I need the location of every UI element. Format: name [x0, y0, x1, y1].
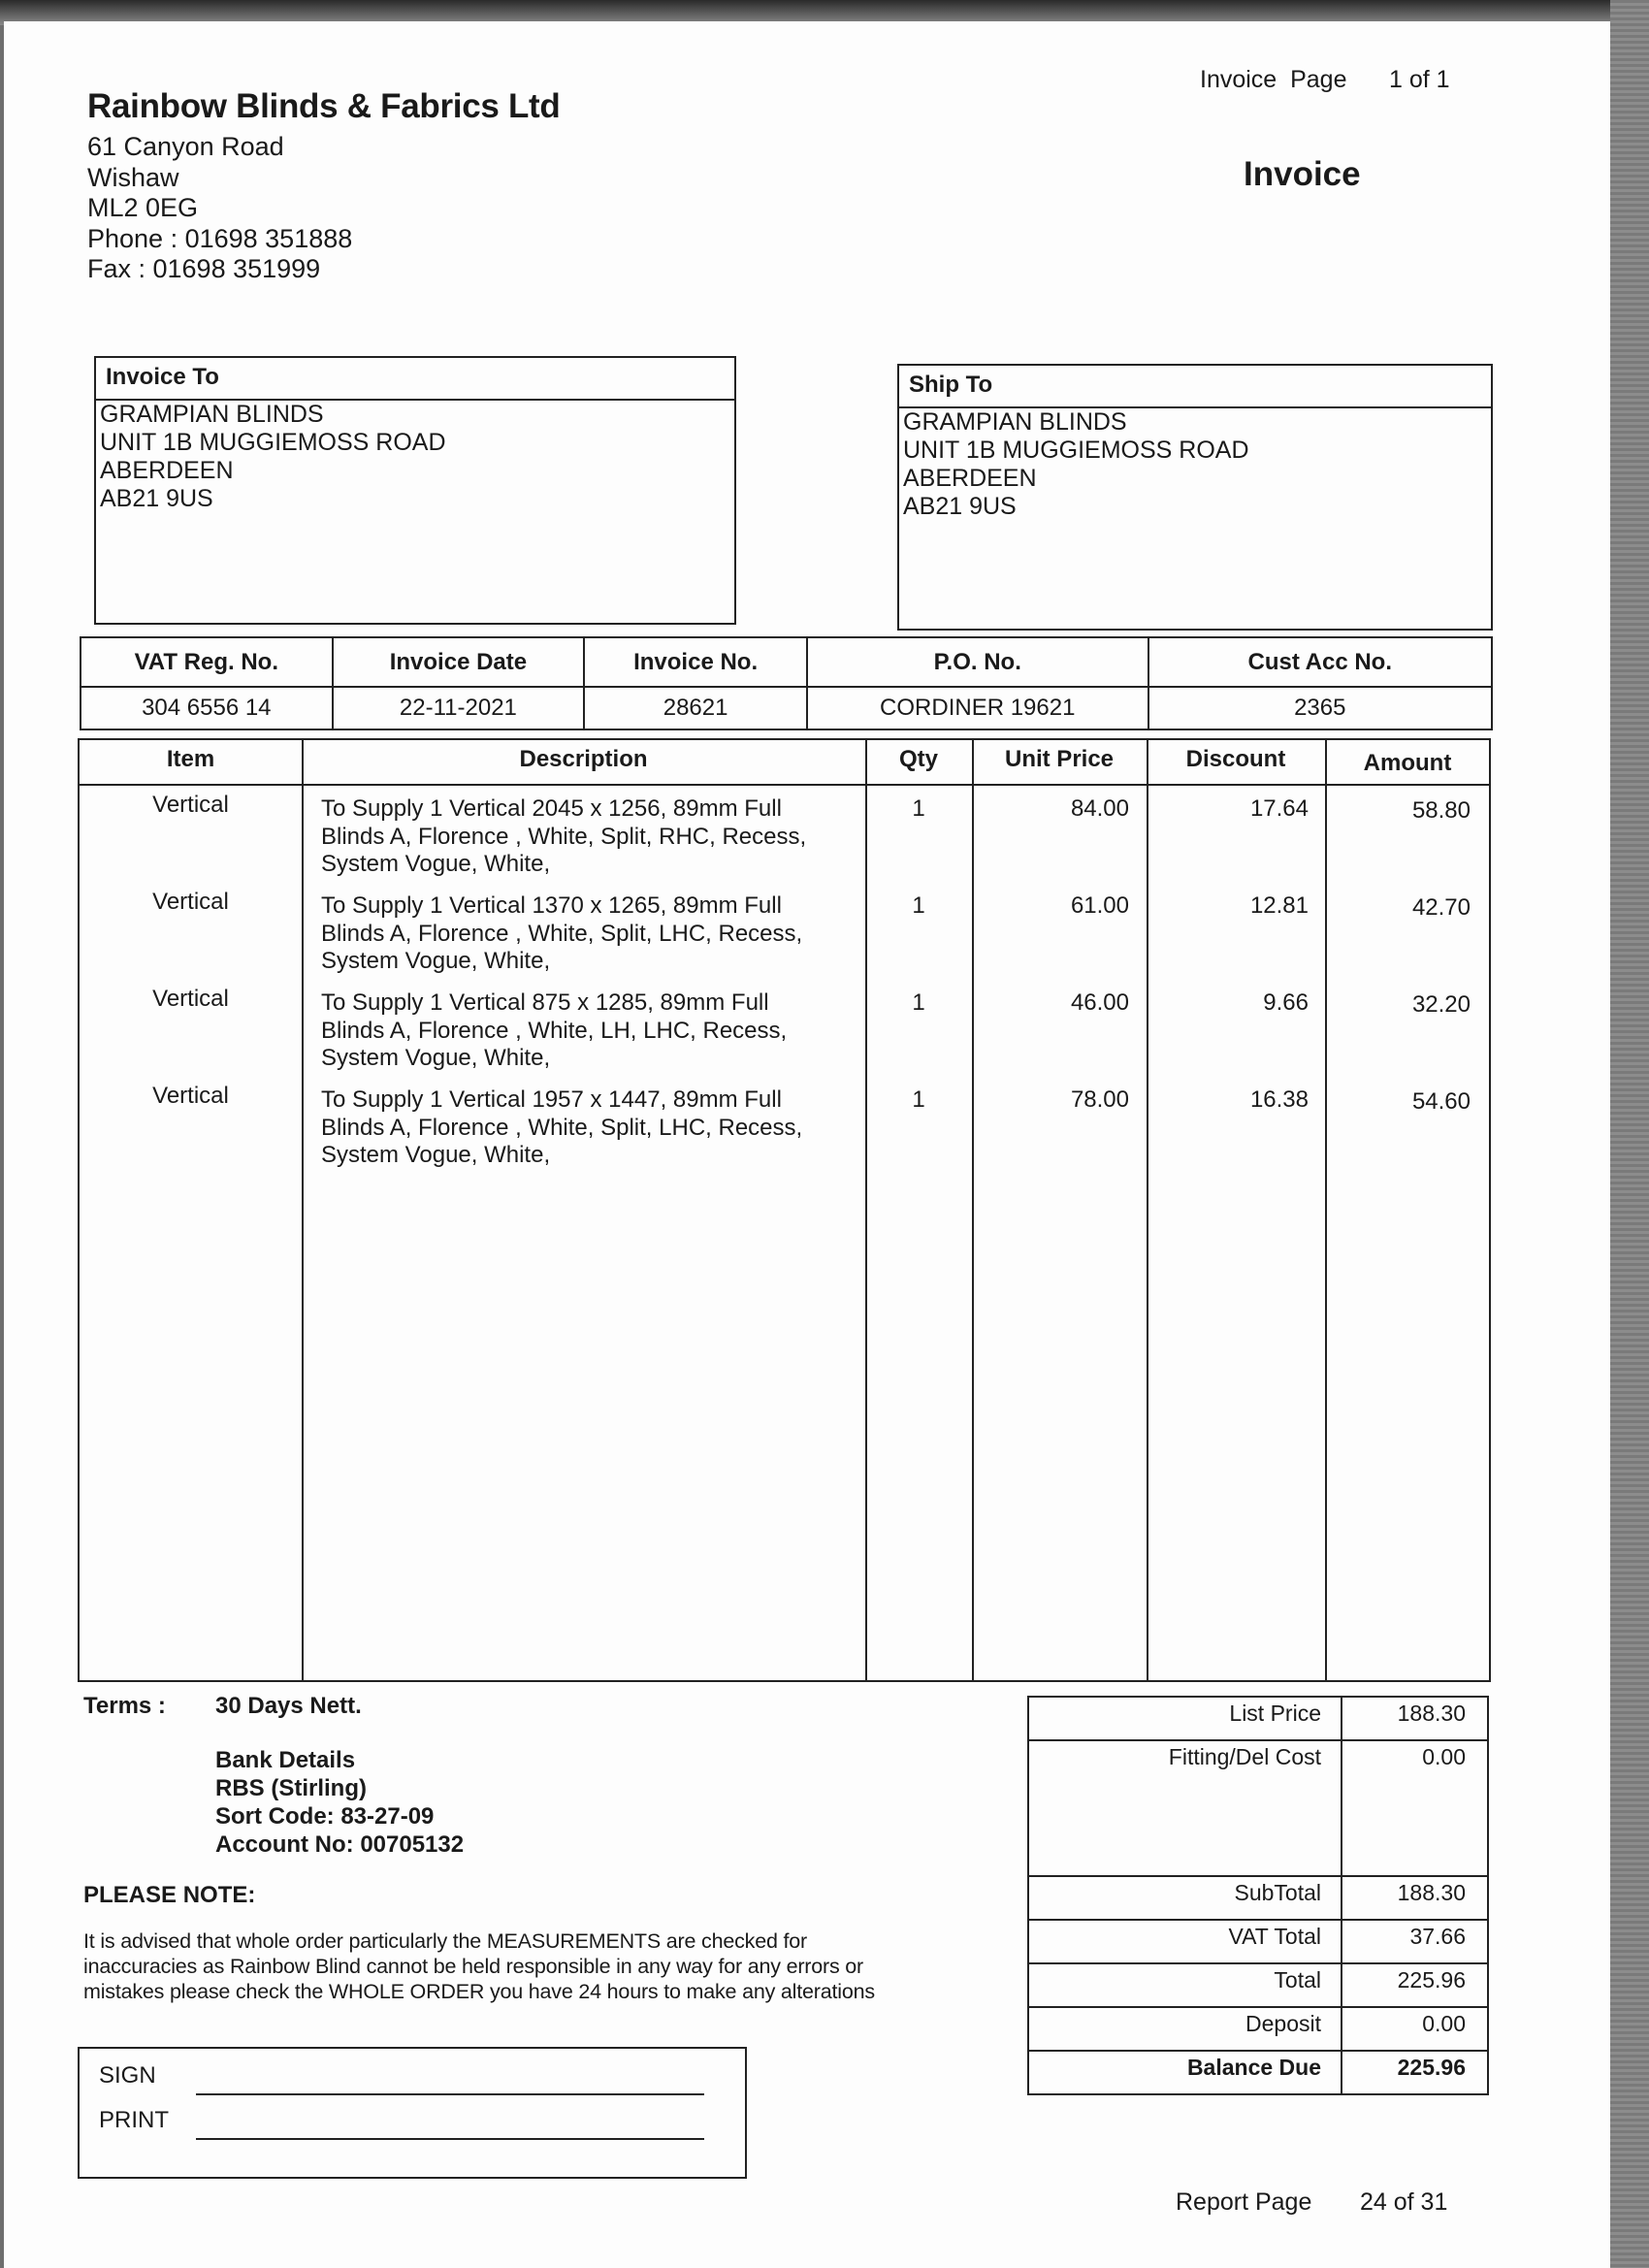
print-line	[196, 2138, 704, 2140]
totals-row	[1028, 2051, 1488, 2094]
subtotal-value: 188.30	[1342, 1876, 1488, 1920]
discount-cell: 9.66	[1263, 989, 1309, 1016]
list-price-value: 188.30	[1342, 1697, 1488, 1740]
qty-cell: 1	[912, 1086, 925, 1113]
company-fax: Fax : 01698 351999	[87, 254, 321, 283]
report-page-label: Report Page	[1176, 2188, 1312, 2216]
table-row	[80, 887, 1489, 984]
description-line: To Supply 1 Vertical 1370 x 1265, 89mm Full	[321, 892, 782, 919]
description-line: System Vogue, White,	[321, 851, 551, 877]
po-no-header: P.O. No.	[807, 637, 1148, 687]
amount-cell: 58.80	[1411, 797, 1471, 824]
ship-to-line: GRAMPIAN BLINDS	[903, 408, 1127, 436]
company-name: Rainbow Blinds & Fabrics Ltd	[87, 87, 561, 125]
document-title: Invoice	[1244, 155, 1361, 193]
invoice-to-heading: Invoice To	[96, 358, 734, 401]
ship-to-line: ABERDEEN	[903, 465, 1037, 492]
invoice-info-table	[80, 636, 1493, 730]
description-line: System Vogue, White,	[321, 1045, 551, 1071]
report-page-value: 24 of 31	[1360, 2188, 1448, 2216]
ship-to-line: UNIT 1B MUGGIEMOSS ROAD	[903, 437, 1249, 464]
description-line: System Vogue, White,	[321, 948, 551, 974]
company-address	[87, 132, 352, 285]
unit-price-cell: 78.00	[1070, 1086, 1129, 1113]
description-header: Description	[519, 746, 648, 772]
sign-label: SIGN	[99, 2062, 156, 2089]
description-line: Blinds A, Florence , White, Split, LHC, Recess,	[321, 1114, 803, 1141]
description-line: To Supply 1 Vertical 1957 x 1447, 89mm Full	[321, 1086, 782, 1113]
totals-row	[1028, 2007, 1488, 2051]
description-line: System Vogue, White,	[321, 1142, 551, 1168]
invoice-page-value: 1 of 1	[1389, 66, 1450, 93]
description-cell	[321, 795, 806, 879]
totals-row	[1028, 1963, 1488, 2007]
sign-line	[196, 2093, 704, 2095]
table-row	[80, 1081, 1489, 1178]
item-cell: Vertical	[152, 792, 229, 818]
fitting-del-cost-label: Fitting/Del Cost	[1028, 1740, 1342, 1876]
bank-details-heading: Bank Details	[215, 1747, 356, 1773]
discount-cell: 17.64	[1249, 795, 1309, 822]
ship-to-address	[899, 408, 1491, 521]
totals-row	[1028, 1920, 1488, 1963]
amount-cell: 42.70	[1411, 894, 1471, 921]
vat-reg-value: 304 6556 14	[81, 687, 333, 729]
totals-row	[1028, 1697, 1488, 1740]
discount-cell: 16.38	[1249, 1086, 1309, 1113]
subtotal-label: SubTotal	[1028, 1876, 1342, 1920]
discount-header: Discount	[1185, 746, 1286, 772]
qty-header: Qty	[898, 746, 938, 772]
note-line: It is advised that whole order particularly the MEASUREMENTS are checked for	[83, 1929, 807, 1953]
header-divider	[80, 784, 1489, 786]
invoice-date-value: 22-11-2021	[333, 687, 585, 729]
bank-name: RBS (Stirling)	[215, 1775, 367, 1801]
qty-cell: 1	[912, 989, 925, 1016]
company-phone: Phone : 01698 351888	[87, 223, 353, 253]
signature-box	[78, 2047, 747, 2179]
vat-total-value: 37.66	[1342, 1920, 1488, 1963]
invoice-to-line: AB21 9US	[100, 485, 213, 512]
scanner-edge-right	[1610, 0, 1649, 2268]
item-cell: Vertical	[152, 889, 229, 915]
print-label: PRINT	[99, 2107, 169, 2133]
balance-due-value: 225.96	[1342, 2051, 1488, 2094]
note-line: inaccuracies as Rainbow Blind cannot be held responsible in any way for any errors or	[83, 1955, 864, 1978]
description-line: To Supply 1 Vertical 2045 x 1256, 89mm Full	[321, 795, 782, 822]
qty-cell: 1	[912, 795, 925, 822]
table-row	[80, 984, 1489, 1081]
total-label: Total	[1028, 1963, 1342, 2007]
item-cell: Vertical	[152, 1083, 229, 1109]
cust-acc-header: Cust Acc No.	[1148, 637, 1492, 687]
amount-cell: 32.20	[1411, 991, 1471, 1018]
invoice-to-line: ABERDEEN	[100, 457, 234, 484]
description-line: To Supply 1 Vertical 875 x 1285, 89mm Full	[321, 989, 769, 1016]
unit-price-cell: 61.00	[1070, 892, 1129, 919]
description-cell	[321, 892, 802, 976]
description-cell	[321, 989, 787, 1073]
sort-code: Sort Code: 83-27-09	[215, 1803, 435, 1830]
unit-price-header: Unit Price	[1004, 746, 1115, 772]
note-line: mistakes please check the WHOLE ORDER you have 24 hours to make any alterations	[83, 1980, 875, 2003]
amount-cell: 54.60	[1411, 1088, 1471, 1115]
invoice-page-label: Invoice Page	[1200, 66, 1347, 93]
po-no-value: CORDINER 19621	[807, 687, 1148, 729]
deposit-value: 0.00	[1342, 2007, 1488, 2051]
unit-price-cell: 84.00	[1070, 795, 1129, 822]
item-cell: Vertical	[152, 986, 229, 1012]
ship-to-box	[897, 364, 1493, 631]
company-street: 61 Canyon Road	[87, 132, 284, 161]
invoice-to-line: UNIT 1B MUGGIEMOSS ROAD	[100, 429, 446, 456]
ship-to-line: AB21 9US	[903, 493, 1017, 520]
company-town: Wishaw	[87, 162, 179, 192]
description-line: Blinds A, Florence , White, LH, LHC, Recess,	[321, 1017, 788, 1044]
cust-acc-value: 2365	[1148, 687, 1492, 729]
deposit-label: Deposit	[1028, 2007, 1342, 2051]
table-row	[80, 790, 1489, 887]
item-header: Item	[166, 746, 215, 772]
terms-label: Terms :	[83, 1693, 166, 1719]
balance-due-label: Balance Due	[1028, 2051, 1342, 2094]
note-title: PLEASE NOTE:	[83, 1882, 256, 1908]
company-postcode: ML2 0EG	[87, 193, 199, 222]
vat-total-label: VAT Total	[1028, 1920, 1342, 1963]
invoice-no-value: 28621	[584, 687, 807, 729]
total-value: 225.96	[1342, 1963, 1488, 2007]
invoice-to-box	[94, 356, 736, 625]
totals-table	[1027, 1696, 1489, 2095]
bank-details	[215, 1746, 464, 1859]
list-price-label: List Price	[1028, 1697, 1342, 1740]
invoice-date-header: Invoice Date	[333, 637, 585, 687]
info-value-row	[81, 687, 1492, 729]
invoice-no-header: Invoice No.	[584, 637, 807, 687]
line-items-table	[78, 738, 1491, 1682]
description-line: Blinds A, Florence , White, Split, RHC, Recess,	[321, 823, 807, 850]
discount-cell: 12.81	[1249, 892, 1309, 919]
account-number: Account No: 00705132	[215, 1831, 465, 1858]
description-cell	[321, 1086, 802, 1170]
amount-header: Amount	[1363, 750, 1452, 776]
invoice-to-address	[96, 401, 734, 513]
note-text	[83, 1928, 995, 2004]
description-line: Blinds A, Florence , White, Split, LHC, Recess,	[321, 920, 803, 947]
unit-price-cell: 46.00	[1070, 989, 1129, 1016]
ship-to-heading: Ship To	[899, 366, 1491, 408]
info-header-row	[81, 637, 1492, 687]
qty-cell: 1	[912, 892, 925, 919]
invoice-to-line: GRAMPIAN BLINDS	[100, 401, 324, 428]
fitting-del-cost-value: 0.00	[1342, 1740, 1488, 1876]
totals-row	[1028, 1740, 1488, 1876]
terms-value: 30 Days Nett.	[215, 1693, 362, 1719]
vat-reg-header: VAT Reg. No.	[81, 637, 333, 687]
totals-row	[1028, 1876, 1488, 1920]
